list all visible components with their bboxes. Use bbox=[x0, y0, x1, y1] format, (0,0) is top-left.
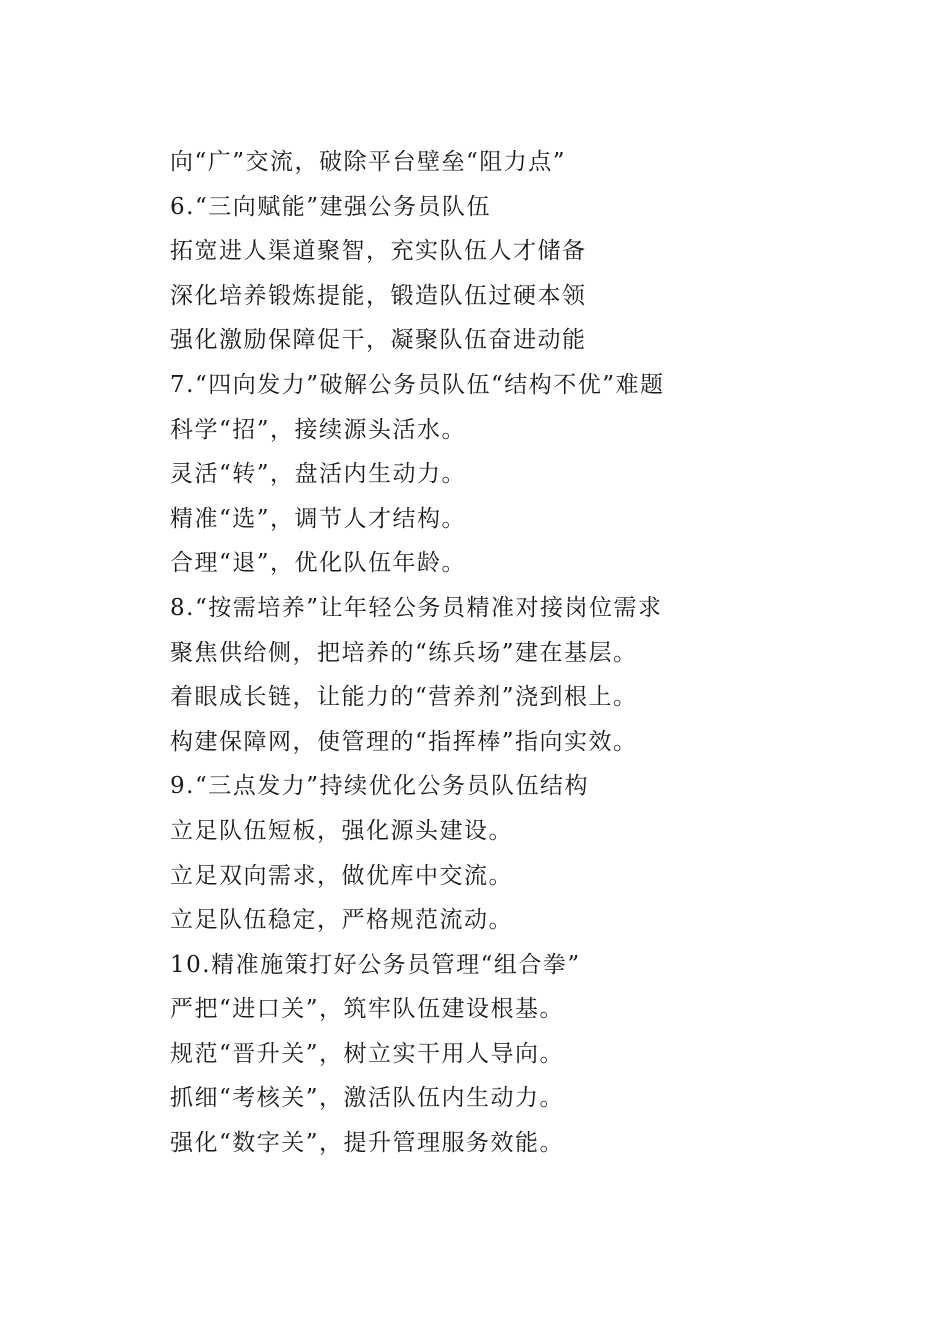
section-heading-7: 7.“四向发力”破解公务员队伍“结构不优”难题 bbox=[170, 371, 665, 398]
text-line: 灵活“转”，盘活内生动力。 bbox=[170, 461, 467, 488]
section-heading-8: 8.“按需培养”让年轻公务员精准对接岗位需求 bbox=[170, 594, 663, 621]
text-line: 强化激励保障促干，凝聚队伍奋进动能 bbox=[170, 327, 587, 354]
section-heading-10: 10.精准施策打好公务员管理“组合拳” bbox=[170, 951, 581, 978]
text-line: 深化培养锻炼提能，锻造队伍过硬本领 bbox=[170, 282, 587, 309]
text-line: 抓细“考核关”，激活队伍内生动力。 bbox=[170, 1085, 565, 1112]
text-line: 构建保障网，使管理的“指挥棒”指向实效。 bbox=[170, 728, 638, 755]
text-line: 向“广”交流，破除平台壁垒“阻力点” bbox=[170, 149, 567, 175]
text-line: 科学“招”，接续源头活水。 bbox=[170, 416, 467, 443]
text-line: 合理“退”，优化队伍年龄。 bbox=[170, 550, 467, 577]
text-line: 拓宽进人渠道聚智，充实队伍人才储备 bbox=[170, 238, 587, 265]
text-line: 强化“数字关”，提升管理服务效能。 bbox=[170, 1130, 565, 1157]
text-line: 立足队伍短板，强化源头建设。 bbox=[170, 817, 513, 844]
text-line: 聚焦供给侧，把培养的“练兵场”建在基层。 bbox=[170, 639, 638, 666]
text-line: 着眼成长链，让能力的“营养剂”浇到根上。 bbox=[170, 684, 638, 711]
document-body bbox=[170, 140, 870, 1166]
section-heading-9: 9.“三点发力”持续优化公务员队伍结构 bbox=[170, 773, 589, 800]
text-line: 严把“进口关”，筑牢队伍建设根基。 bbox=[170, 996, 565, 1023]
text-line: 立足双向需求，做优库中交流。 bbox=[170, 862, 513, 889]
text-line: 精准“选”，调节人才结构。 bbox=[170, 505, 467, 532]
section-heading-6: 6.“三向赋能”建强公务员队伍 bbox=[170, 193, 491, 220]
text-line: 规范“晋升关”，树立实干用人导向。 bbox=[170, 1040, 565, 1067]
text-line: 立足队伍稳定，严格规范流动。 bbox=[170, 907, 513, 934]
